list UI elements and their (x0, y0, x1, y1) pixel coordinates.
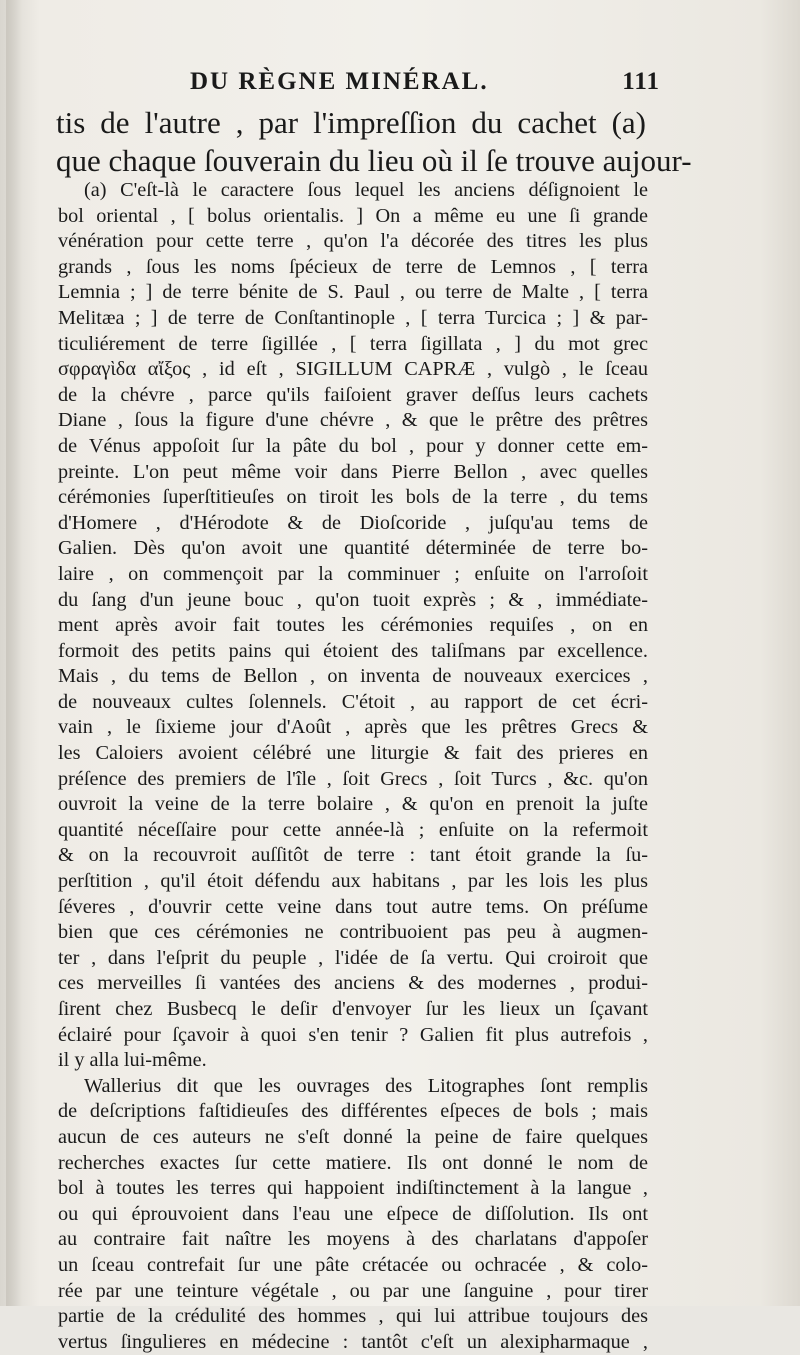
footnote-line: de nouveaux cultes ſolennels. C'étoit , au rapport de cet écri- (58, 690, 648, 713)
footnote-line: au contraire fait naître les moyens à des charlatans d'appoſer (58, 1228, 648, 1251)
footnote-line: bien que ces cérémonies ne contribuoient pas peu à augmen- (58, 921, 648, 944)
footnote-line: perſtition , qu'il étoit défendu aux habitans , par les lois les plus (58, 870, 648, 893)
page-number: 111 (622, 68, 660, 95)
footnote-line: préſence des premiers de l'île , ſoit Grecs , ſoit Turcs , &c. qu'on (58, 767, 648, 790)
footnote-line: ouvroit la veine de la terre bolaire , & qu'on en prenoit la juſte (58, 793, 648, 816)
footnote-line: de Vénus appoſoit ſur la pâte du bol , pour y donner cette em- (58, 434, 648, 457)
footnote-line: preinte. L'on peut même voir dans Pierre Bellon , avec quelles (58, 460, 648, 483)
main-text-block (56, 104, 692, 180)
footnote-line: & on la recouvroit auſſitôt de terre : tant étoit grande la ſu- (58, 844, 648, 867)
footnote-line: ticuliérement de terre ſigillée , [ terra ſigillata , ] du mot grec (58, 332, 648, 355)
footnote-line: ter , dans l'eſprit du peuple , l'idée de ſa vertu. Qui croiroit que (58, 946, 648, 969)
footnote-line: bol oriental , [ bolus orientalis. ] On a même eu une ſi grande (58, 204, 648, 227)
footnote-line: les Caloiers avoient célébré une liturgie & fait des prieres en (58, 742, 648, 765)
footnote-line: ſéveres , d'ouvrir cette veine dans tout autre tems. On préſume (58, 895, 648, 918)
footnote-line: vain , le ſixieme jour d'Août , après que les prêtres Grecs & (58, 716, 648, 739)
footnote-line: vertus ſingulieres en médecine : tantôt c'eſt un alexipharmaque , (58, 1330, 648, 1353)
footnote-line: il y alla lui-même. (58, 1049, 207, 1072)
footnote-line: partie de la crédulité des hommes , qui lui attribue toujours des (58, 1305, 648, 1328)
footnote-line: Galien. Dès qu'on avoit une quantité déterminée de terre bo- (58, 537, 648, 560)
footnote-line: Melitæa ; ] de terre de Conſtantinople , [ terra Turcica ; ] & par- (58, 306, 648, 329)
footnote-line: un ſceau contrefait ſur une pâte crétacée ou ochracée , & colo- (58, 1253, 648, 1276)
footnote-line: Lemnia ; ] de terre bénite de S. Paul , ou terre de Malte , [ terra (58, 281, 648, 304)
footnote-line: du ſang d'un jeune bouc , qu'on tuoit exprès ; & , immédiate- (58, 588, 648, 611)
running-head: DU RÈGNE MINÉRAL. (190, 68, 489, 95)
footnote-line: de la chévre , parce qu'ils faiſoient graver deſſus leurs cachets (58, 383, 648, 406)
page-header (190, 68, 660, 108)
footnote-line: vénération pour cette terre , qu'on l'a décorée des titres les plus (58, 230, 648, 253)
footnote-line: de deſcriptions faſtidieuſes des différentes eſpeces de bols ; mais (58, 1100, 648, 1123)
footnote-line: grands , ſous les noms ſpécieux de terre de Lemnos , [ terra (58, 255, 648, 278)
footnote-line: bol à toutes les terres qui happoient indiſtinctement à la langue , (58, 1177, 648, 1200)
footnote-block (58, 178, 648, 1355)
footnote-line: ſirent chez Busbecq le deſir d'envoyer ſur les lieux un ſçavant (58, 998, 648, 1020)
footnote-line: d'Homere , d'Hérodote & de Dioſcoride , juſqu'au tems de (58, 511, 648, 534)
footnote-line: formoit des petits pains qui étoient des taliſmans par excellence. (58, 639, 648, 662)
footnote-line: ou qui éprouvoient dans l'eau une eſpece de diſſolution. Ils ont (58, 1202, 648, 1225)
footnote-line: Mais , du tems de Bellon , on inventa de nouveaux exercices , (58, 665, 648, 688)
footnote-line: σφραγὶδα αἴξος , id eſt , SIGILLUM CAPRÆ , vulgò , le ſceau (58, 358, 648, 381)
footnote-line: quantité néceſſaire pour cette année-là ; enſuite on la refermoit (58, 818, 648, 841)
footnote-line: aucun de ces auteurs ne s'eſt donné la peine de faire quelques (58, 1125, 648, 1148)
footnote-line: cérémonies ſuperſtitieuſes on tiroit les bols de la terre , du tems (58, 486, 648, 509)
footnote-line: Diane , ſous la figure d'une chévre , & que le prêtre des prêtres (58, 409, 648, 432)
footnote-line: recherches exactes ſur cette matiere. Ils ont donné le nom de (58, 1151, 648, 1174)
footnote-line: éclairé pour ſçavoir à quoi s'en tenir ? Galien fit plus autrefois , (58, 1023, 648, 1046)
main-text-line: que chaque ſouverain du lieu où il ſe trouve aujour- (56, 143, 692, 178)
main-text-line: tis de l'autre , par l'impreſſion du cachet (a) (56, 105, 646, 140)
footnote-line: ces merveilles ſi vantées des anciens & des modernes , produi- (58, 972, 648, 995)
footnote-line: (a) C'eſt-là le caractere ſous lequel les anciens déſignoient le (84, 179, 648, 201)
footnote-line: ment après avoir fait toutes les cérémonies requiſes , on en (58, 614, 648, 637)
footnote-line: Wallerius dit que les ouvrages des Litographes ſont remplis (84, 1074, 648, 1097)
footnote-line: laire , on commençoit par la comminuer ; enſuite on l'arroſoit (58, 562, 648, 585)
page-gutter-shadow (6, 0, 22, 1306)
footnote-line: rée par une teinture végétale , ou par une ſanguine , pour tirer (58, 1279, 648, 1302)
